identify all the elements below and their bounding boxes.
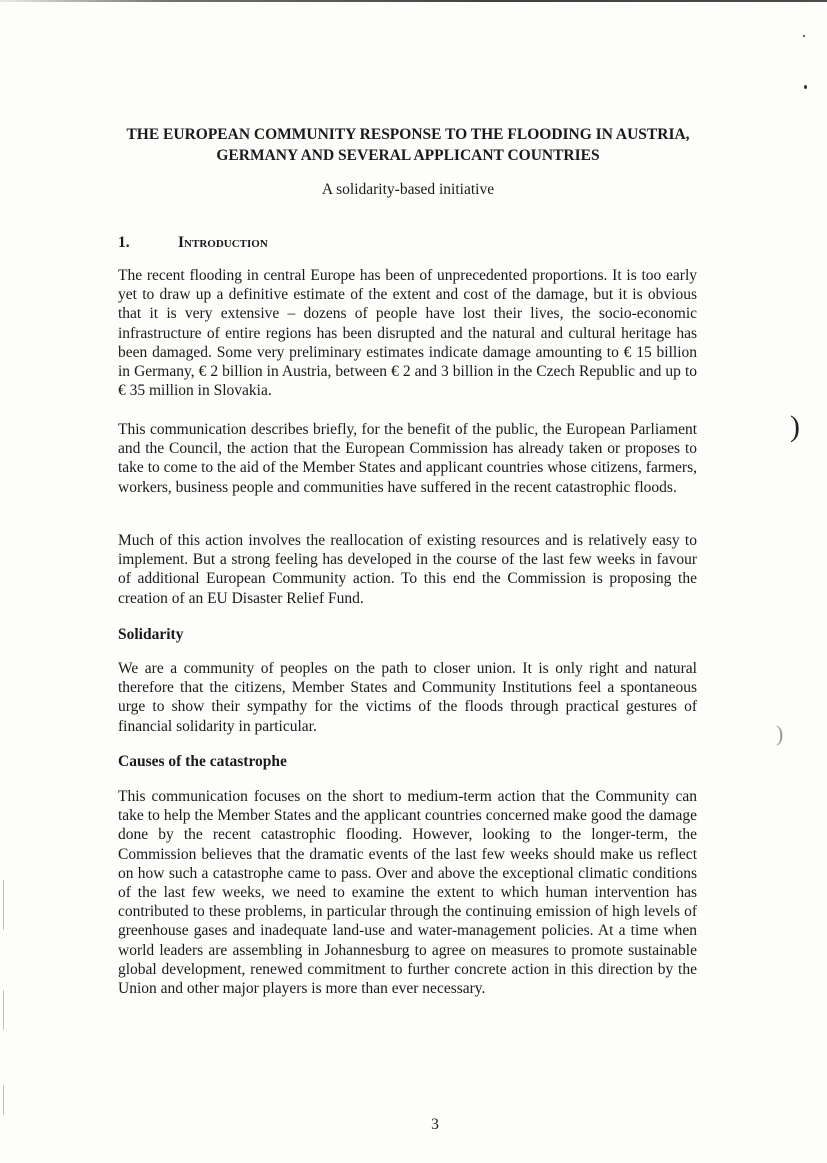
intro-paragraph: Much of this action involves the reallocation of existing resources and is relatively easy to implement. But a strong feeling has developed in the course of the last few weeks in favour of additional European Community action. To this end the Commission is proposing the creation of an EU Disaster Relief Fund. xyxy=(118,532,697,607)
solidarity-heading: Solidarity xyxy=(118,626,184,643)
scan-margin-rule xyxy=(3,880,4,930)
section-number: 1. xyxy=(118,234,130,251)
scan-margin-rule xyxy=(3,990,4,1030)
document-subtitle: A solidarity-based initiative xyxy=(321,181,495,198)
section-name: Introduction xyxy=(178,234,268,251)
solidarity-paragraph: We are a community of peoples on the path to closer union. It is only right and natural therefore that the citizens, Member States and Community Institutions feel a spontaneous urge to show their sympathy for the victims of the floods through practical gestures of financial solidarity in particular. xyxy=(118,660,697,735)
section-heading xyxy=(118,233,268,253)
scan-margin-rule xyxy=(3,1085,4,1115)
page-number: 3 xyxy=(431,1116,439,1133)
scan-speck xyxy=(804,85,807,89)
intro-paragraph: This communication describes briefly, for the benefit of the public, the European Parliament and the Council, the action that the European Commission has already taken or proposes to take to come to the aid of the Member States and applicant countries whose citizens, farmers, workers, business people and communities have suffered in the recent catastrophic floods. xyxy=(118,421,697,496)
document-title: THE EUROPEAN COMMUNITY RESPONSE TO THE FLOODING IN AUSTRIA, GERMANY AND SEVERAL APPLICANT COUNTRIES xyxy=(126,126,690,164)
scan-edge-line xyxy=(0,0,827,2)
causes-paragraph: This communication focuses on the short to medium-term action that the Community can take to help the Member States and the applicant countries concerned make good the damage done by the recent catastrophic flooding. However, looking to the longer-term, the Commission believes that the dramatic events of the last few weeks should make us reflect on how such a catastrophe came to pass. Over and above the exceptional climatic conditions of the last few weeks, we need to examine the extent to which human intervention has contributed to these problems, in particular through the continuing emission of high levels of greenhouse gases and inadequate land-use and water-management policies. At a time when world leaders are assembling in Johannesburg to agree on measures to promote sustainable global development, renewed commitment to further concrete action in this direction by the Union and other major players is more than ever necessary. xyxy=(118,788,697,998)
scan-speck xyxy=(803,35,805,37)
margin-bracket-mark-faint: ) xyxy=(776,721,784,746)
intro-paragraph: The recent flooding in central Europe has been of unprecedented proportions. It is too early yet to draw up a definitive estimate of the extent and cost of the damage, but it is obvious that it is very extensive – dozens of people have lost their lives, the socio-economic infrastructure of entire regions has been disrupted and the natural and cultural heritage has been damaged. Some very preliminary estimates indicate damage amounting to € 15 billion in Germany, € 2 billion in Austria, between € 2 and 3 billion in the Czech Republic and up to € 35 million in Slovakia. xyxy=(118,267,697,400)
causes-heading: Causes of the catastrophe xyxy=(118,753,287,770)
margin-bracket-mark: ) xyxy=(790,410,800,443)
